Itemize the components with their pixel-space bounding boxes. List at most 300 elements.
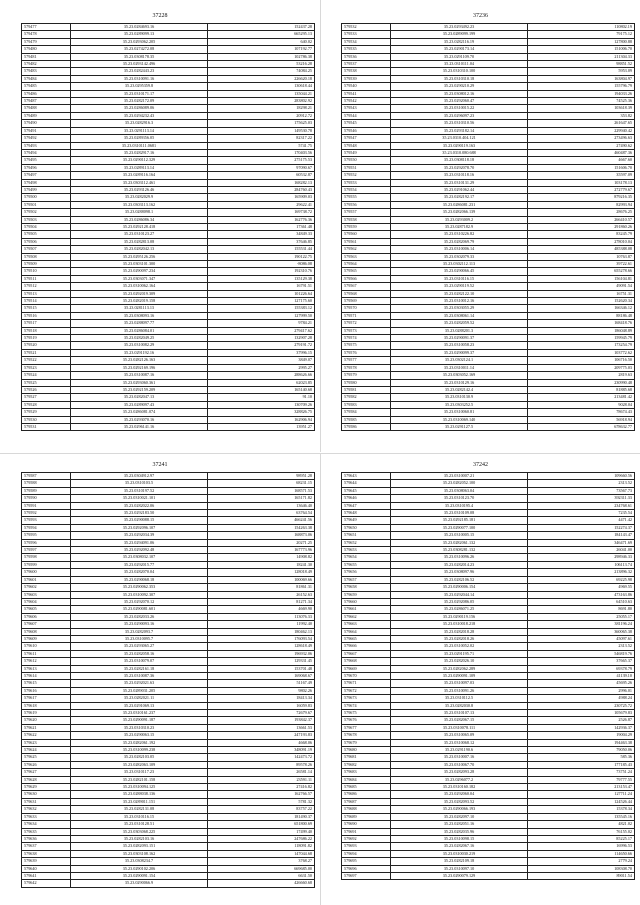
parcel-code-cell: 35.23.0282116.19	[391, 38, 528, 45]
amount-cell: 11992.40	[208, 621, 315, 628]
parcel-code-cell: 35.23.0310062.164	[71, 283, 208, 290]
table-row	[342, 386, 635, 393]
parcel-code-cell: 35.23.0310310.100	[391, 68, 528, 75]
table-row	[22, 275, 315, 282]
table-row	[22, 739, 315, 746]
amount-cell: 181490.37	[208, 813, 315, 820]
parcel-code-cell: 35.23.0310079.07	[71, 658, 208, 665]
amount-cell: 79050.06	[528, 747, 635, 754]
parcel-code-cell: 35.23.0282093.7	[71, 628, 208, 635]
records-table	[341, 23, 635, 431]
amount-cell: 665295.13	[208, 31, 315, 38]
table-row	[22, 665, 315, 672]
amount-cell: 132907.28	[208, 335, 315, 342]
amount-cell: 89011.54	[528, 872, 635, 879]
record-number-cell: 579552	[342, 172, 391, 179]
amount-cell: 100069.66	[208, 576, 315, 583]
parcel-code-cell: 35.23.0290088.15	[71, 517, 208, 524]
table-row	[22, 320, 315, 327]
amount-cell: 5781.32	[208, 798, 315, 805]
table-row	[342, 717, 635, 724]
record-number-cell: 579494	[22, 149, 71, 156]
record-number-cell: 579509	[22, 261, 71, 268]
table-row	[342, 784, 635, 791]
parcel-code-cell: 35.23.0290210.29	[391, 83, 528, 90]
parcel-code-cell: 35.23.0310082.29	[71, 342, 208, 349]
amount-cell: 128618.49	[208, 643, 315, 650]
amount-cell: 381196.24	[528, 621, 635, 628]
record-number-cell: 579687	[342, 798, 391, 805]
record-number-cell: 579618	[22, 702, 71, 709]
record-number-cell: 579553	[342, 179, 391, 186]
amount-cell: 9802.26	[208, 687, 315, 694]
table-row	[342, 598, 635, 605]
amount-cell: 73567.73	[528, 487, 635, 494]
parcel-code-cell: 35.23.0308032.107	[71, 554, 208, 561]
parcel-code-cell: 35.23.0308063.04	[391, 487, 528, 494]
amount-cell: 4988.24	[528, 695, 635, 702]
amount-cell: 165909.03	[208, 194, 315, 201]
record-number-cell: 579514	[22, 298, 71, 305]
table-row	[22, 510, 315, 517]
amount-cell: 127711.24	[528, 791, 635, 798]
table-row	[22, 784, 315, 791]
amount-cell: 45097.61	[528, 635, 635, 642]
table-row	[342, 591, 635, 598]
record-number-cell: 579669	[342, 665, 391, 672]
table-row	[22, 517, 315, 524]
record-number-cell: 579593	[22, 517, 71, 524]
table-row	[22, 283, 315, 290]
amount-cell: 129331.45	[208, 658, 315, 665]
record-number-cell: 579642	[22, 880, 71, 887]
parcel-code-cell: 35.23.0282062.289	[391, 665, 528, 672]
parcel-code-cell: 35.23.0308097.96	[391, 569, 528, 576]
amount-cell: 103178.13	[528, 179, 635, 186]
table-row	[22, 761, 315, 768]
amount-cell: 298946.33	[528, 554, 635, 561]
record-number-cell: 579626	[22, 761, 71, 768]
record-number-cell: 579539	[342, 75, 391, 82]
table-row	[342, 157, 635, 164]
table-row	[22, 598, 315, 605]
amount-cell: 37996.15	[208, 349, 315, 356]
table-row	[342, 754, 635, 761]
record-number-cell: 579544	[342, 112, 391, 119]
parcel-code-cell: 35.23.0282067.15	[391, 717, 528, 724]
parcel-code-cell: 35.23.0293142.496	[71, 61, 208, 68]
parcel-code-cell: 35.23.0310226.82	[391, 231, 528, 238]
parcel-code-cell: 35.23.0310099.238	[71, 747, 208, 754]
amount-cell: 63764.54	[208, 510, 315, 517]
record-number-cell: 579608	[22, 628, 71, 635]
amount-cell: 16996.53	[528, 843, 635, 850]
parcel-code-cell: 35.23.0290099.37	[391, 349, 528, 356]
parcel-code-cell: 35.23.0274272.08	[71, 46, 208, 53]
amount-cell: 114650.66	[528, 850, 635, 857]
table-row	[22, 120, 315, 127]
parcel-code-cell: 35.23.0282067.16	[391, 843, 528, 850]
record-number-cell: 579601	[22, 576, 71, 583]
table-row	[342, 776, 635, 783]
record-number-cell: 579554	[342, 186, 391, 193]
table-row	[342, 858, 635, 865]
parcel-code-cell: 35.23.0286086.34	[71, 216, 208, 223]
record-number-cell: 579693	[342, 843, 391, 850]
record-number-cell: 579592	[22, 510, 71, 517]
amount-cell: 353.82	[528, 112, 635, 119]
parcel-code-cell: 35.23.0282022.06	[71, 502, 208, 509]
amount-cell: 7235.54	[528, 510, 635, 517]
parcel-code-cell: 35.23.0310116.15	[391, 275, 528, 282]
amount-cell: 18298.21	[208, 105, 315, 112]
table-row	[342, 194, 635, 201]
amount-cell: 127800.88	[528, 38, 635, 45]
table-row	[342, 828, 635, 835]
amount-cell: 4669.90	[208, 606, 315, 613]
amount-cell: 64510.63	[528, 598, 635, 605]
parcel-code-cell: 35.23.0291109.70	[391, 53, 528, 60]
table-row	[342, 835, 635, 842]
amount-cell: 91.10	[208, 394, 315, 401]
parcel-code-cell: 35.23.0287182.9	[391, 223, 528, 230]
amount-cell: 283802.92	[208, 98, 315, 105]
record-number-cell: 579691	[342, 828, 391, 835]
table-row	[342, 401, 635, 408]
amount-cell: 279191.72	[208, 342, 315, 349]
table-row	[22, 547, 315, 554]
parcel-code-cell: 35.23.0293062.205	[71, 38, 208, 45]
amount-cell: 278010.04	[528, 238, 635, 245]
table-row	[342, 695, 635, 702]
parcel-code-cell: 35.23.0310123.27	[71, 231, 208, 238]
amount-cell: 39722.61	[528, 261, 635, 268]
amount-cell: 81861.31	[208, 584, 315, 591]
parcel-code-cell: 35.23.0308061.14	[391, 312, 528, 319]
amount-cell: 346471.69	[528, 539, 635, 546]
record-number-cell: 579582	[342, 394, 391, 401]
parcel-code-cell: 35.23.0310092.307	[71, 591, 208, 598]
amount-cell: 107192.77	[208, 46, 315, 53]
table-row	[342, 164, 635, 171]
record-number-cell: 579490	[22, 120, 71, 127]
amount-cell: 16059.83	[208, 702, 315, 709]
table-row	[22, 127, 315, 134]
amount-cell: 266410.57	[528, 216, 635, 223]
table-row	[22, 335, 315, 342]
amount-cell: 81271.34	[208, 598, 315, 605]
table-row	[22, 416, 315, 423]
record-number-cell: 579524	[22, 372, 71, 379]
amount-cell: 25055.17	[528, 613, 635, 620]
record-number-cell: 579676	[342, 717, 391, 724]
table-row	[22, 769, 315, 776]
record-number-cell: 579549	[342, 149, 391, 156]
parcel-code-cell: 35.23.0310111.0681	[71, 142, 208, 149]
amount-cell: 261647.65	[528, 120, 635, 127]
amount-cell: 272779.67	[528, 186, 635, 193]
table-row	[342, 569, 635, 576]
amount-cell: 13951.27	[208, 423, 315, 430]
parcel-code-cell: 35.23.0282042.13	[71, 246, 208, 253]
amount-cell: 16791.51	[208, 283, 315, 290]
records-table	[21, 23, 315, 431]
amount-cell: 56918.94	[528, 416, 635, 423]
parcel-code-cell: 35.23.0310130.9	[391, 394, 528, 401]
record-number-cell: 579503	[22, 216, 71, 223]
page-number: 37242	[473, 462, 488, 468]
parcel-code-cell: 35.23.0304912.97	[71, 473, 208, 480]
amount-cell: 546819.76	[528, 650, 635, 657]
record-number-cell: 579649	[342, 517, 391, 524]
table-row	[22, 327, 315, 334]
parcel-code-cell: 35.23.0290097.234	[71, 268, 208, 275]
amount-cell: 53216.28	[208, 61, 315, 68]
parcel-code-cell: 35.23.0291062.44	[391, 186, 528, 193]
parcel-code-cell: 35.23.0303112.461	[71, 179, 208, 186]
record-number-cell: 579653	[342, 547, 391, 554]
parcel-code-cell: 35.23.0282049.25	[71, 335, 208, 342]
parcel-code-cell: 35.23.0303052.169	[391, 372, 528, 379]
parcel-code-cell: 35.23.0293492.23	[391, 24, 528, 31]
table-row	[22, 194, 315, 201]
parcel-code-cell: 35.23.0289116.164	[71, 172, 208, 179]
record-number-cell: 579499	[22, 186, 71, 193]
amount-cell: 20912.72	[208, 112, 315, 119]
parcel-code-cell: 35.23.0290066.9	[71, 880, 208, 887]
table-row	[342, 576, 635, 583]
record-number-cell: 579536	[342, 53, 391, 60]
parcel-code-cell: 35.23.0292070.12	[71, 598, 208, 605]
record-number-cell: 579615	[22, 680, 71, 687]
amount-cell: 79175.12	[528, 31, 635, 38]
table-row	[22, 357, 315, 364]
table-row	[22, 149, 315, 156]
record-number-cell: 579697	[342, 872, 391, 879]
table-row	[342, 142, 635, 149]
record-number-cell: 579510	[22, 268, 71, 275]
table-row	[342, 423, 635, 430]
parcel-code-cell: 35.23.0303108.162	[71, 850, 208, 857]
amount-cell: 213481.42	[528, 394, 635, 401]
amount-cell: 177185.43	[528, 761, 635, 768]
document-page-2	[320, 0, 640, 452]
amount-cell: 60532.87	[208, 172, 315, 179]
record-number-cell: 579484	[22, 75, 71, 82]
parcel-code-cell: 35.23.0294091.06	[71, 539, 208, 546]
amount-cell: 175625.03	[208, 120, 315, 127]
parcel-code-cell: 35.23.0308281.132	[391, 547, 528, 554]
parcel-code-cell: 35.23.0292060.04	[391, 791, 528, 798]
parcel-code-cell: 35.23.0310128.51	[71, 821, 208, 828]
record-number-cell: 579535	[342, 46, 391, 53]
parcel-code-cell: 35.23.0282122.10	[391, 290, 528, 297]
parcel-code-cell: 35.23.0302079.33	[391, 253, 528, 260]
amount-cell: 162906.94	[208, 416, 315, 423]
record-number-cell: 579515	[22, 305, 71, 312]
record-number-cell: 579501	[22, 201, 71, 208]
amount-cell: 155531.44	[208, 246, 315, 253]
record-number-cell: 579668	[342, 658, 391, 665]
record-number-cell: 579598	[22, 554, 71, 561]
table-row	[22, 584, 315, 591]
table-row	[22, 680, 315, 687]
parcel-code-cell: 35.23.0282813.08	[71, 238, 208, 245]
table-row	[22, 710, 315, 717]
amount-cell: 2313.52	[528, 480, 635, 487]
table-row	[22, 613, 315, 620]
record-number-cell: 579542	[342, 98, 391, 105]
amount-cell: 153701.48	[208, 665, 315, 672]
amount-cell: 18241.30	[208, 561, 315, 568]
amount-cell: 151606.70	[528, 164, 635, 171]
parcel-code-cell: 35.23.0282059.52	[391, 320, 528, 327]
record-number-cell: 579574	[342, 335, 391, 342]
parcel-code-cell: 35.23.0282069.79	[391, 238, 528, 245]
table-row	[22, 835, 315, 842]
record-number-cell: 579543	[342, 105, 391, 112]
table-row	[342, 798, 635, 805]
records-table	[21, 472, 315, 888]
table-row	[342, 480, 635, 487]
amount-cell: 69378.79	[528, 665, 635, 672]
parcel-code-cell: 35.23.0288098.1	[71, 209, 208, 216]
table-row	[22, 865, 315, 872]
table-row	[342, 327, 635, 334]
parcel-code-cell: 35.23.0310123.70	[391, 495, 528, 502]
amount-cell: 76155.02	[528, 828, 635, 835]
table-row	[342, 120, 635, 127]
parcel-code-cell: 35.23.0293065.27	[71, 643, 208, 650]
amount-cell: 34849.33	[208, 231, 315, 238]
parcel-code-cell: 35.23.0290091.187	[71, 717, 208, 724]
amount-cell: 23591.11	[208, 776, 315, 783]
table-row	[342, 547, 635, 554]
amount-cell: 135129.38	[208, 275, 315, 282]
record-number-cell: 579600	[22, 569, 71, 576]
record-number-cell: 579624	[22, 747, 71, 754]
amount-cell: 45695.26	[528, 680, 635, 687]
amount-cell: 27416.82	[208, 784, 315, 791]
record-number-cell: 579528	[22, 401, 71, 408]
record-number-cell: 579512	[22, 283, 71, 290]
table-row	[342, 68, 635, 75]
amount-cell: 101226.64	[208, 290, 315, 297]
record-number-cell: 579688	[342, 806, 391, 813]
table-row	[22, 828, 315, 835]
record-number-cell: 579654	[342, 554, 391, 561]
amount-cell: 152437.28	[208, 24, 315, 31]
record-number-cell: 579607	[22, 621, 71, 628]
table-row	[342, 216, 635, 223]
amount-cell: 392311.33	[528, 495, 635, 502]
amount-cell: 163804.97	[528, 75, 635, 82]
amount-cell: 180462.13	[208, 628, 315, 635]
parcel-code-cell: 35.23.0310111.04	[391, 61, 528, 68]
amount-cell: 106716.50	[528, 357, 635, 364]
parcel-code-cell: 35.23.0310197.52	[71, 487, 208, 494]
table-row	[22, 253, 315, 260]
record-number-cell: 579495	[22, 157, 71, 164]
amount-cell: 196932.06	[208, 650, 315, 657]
table-row	[342, 372, 635, 379]
record-number-cell: 579621	[22, 724, 71, 731]
table-row	[22, 186, 315, 193]
record-number-cell: 579644	[342, 480, 391, 487]
record-number-cell: 579682	[342, 761, 391, 768]
record-number-cell: 579686	[342, 791, 391, 798]
table-row	[22, 687, 315, 694]
table-row	[22, 75, 315, 82]
record-number-cell: 579516	[22, 312, 71, 319]
table-row	[22, 105, 315, 112]
page-number: 37228	[152, 13, 168, 19]
table-row	[342, 31, 635, 38]
table-row	[342, 83, 635, 90]
amount-cell: 97090.67	[208, 164, 315, 171]
amount-cell: 8691.80	[528, 606, 635, 613]
parcel-code-cell: 35.23.0296097.23	[391, 112, 528, 119]
table-row	[342, 665, 635, 672]
parcel-code-cell: 35.23.0310052.02	[391, 643, 528, 650]
table-row	[22, 90, 315, 97]
record-number-cell: 579634	[22, 821, 71, 828]
amount-cell: 360065.38	[528, 628, 635, 635]
table-row	[342, 643, 635, 650]
parcel-code-cell: 35.23.0295359.8	[71, 83, 208, 90]
amount-cell: 82993.94	[528, 201, 635, 208]
record-number-cell: 579511	[22, 275, 71, 282]
amount-cell: 130618.44	[208, 83, 315, 90]
table-row	[22, 24, 315, 31]
record-number-cell: 579585	[342, 416, 391, 423]
table-row	[342, 606, 635, 613]
amount-cell: 2819.63	[528, 372, 635, 379]
table-row	[342, 53, 635, 60]
table-row	[342, 613, 635, 620]
table-row	[342, 687, 635, 694]
parcel-code-cell: 35.23.0292078.70	[391, 164, 528, 171]
table-row	[22, 246, 315, 253]
record-number-cell: 579506	[22, 238, 71, 245]
table-row	[22, 606, 315, 613]
parcel-code-cell: 35.23.0296141.16	[71, 423, 208, 430]
record-number-cell: 579502	[22, 209, 71, 216]
amount-cell: 41139.10	[528, 672, 635, 679]
amount-cell: 279417.62	[208, 327, 315, 334]
parcel-code-cell: 35.23.0310.080.688	[391, 149, 528, 156]
record-number-cell: 579486	[22, 90, 71, 97]
amount-cell: 879216.35	[528, 194, 635, 201]
parcel-code-cell: 35.23.0282093.52	[391, 798, 528, 805]
record-number-cell: 579664	[342, 628, 391, 635]
amount-cell: 162766.57	[208, 791, 315, 798]
amount-cell: 273496.63	[528, 135, 635, 142]
table-row	[22, 524, 315, 531]
parcel-code-cell: 35.23.0290119.163	[391, 142, 528, 149]
record-number-cell: 579530	[22, 416, 71, 423]
amount-cell: 9784.21	[208, 320, 315, 327]
parcel-code-cell: 35.23.0295126.256	[71, 253, 208, 260]
table-row	[22, 532, 315, 539]
table-row	[342, 658, 635, 665]
record-number-cell: 579655	[342, 561, 391, 568]
record-number-cell: 579657	[342, 576, 391, 583]
parcel-code-cell: 35.23.0310018.218	[391, 621, 528, 628]
parcel-code-cell: 35.23.0308118.18	[391, 157, 528, 164]
record-number-cell: 579583	[342, 401, 391, 408]
parcel-code-cell: 35.23.0310310.56	[391, 120, 528, 127]
